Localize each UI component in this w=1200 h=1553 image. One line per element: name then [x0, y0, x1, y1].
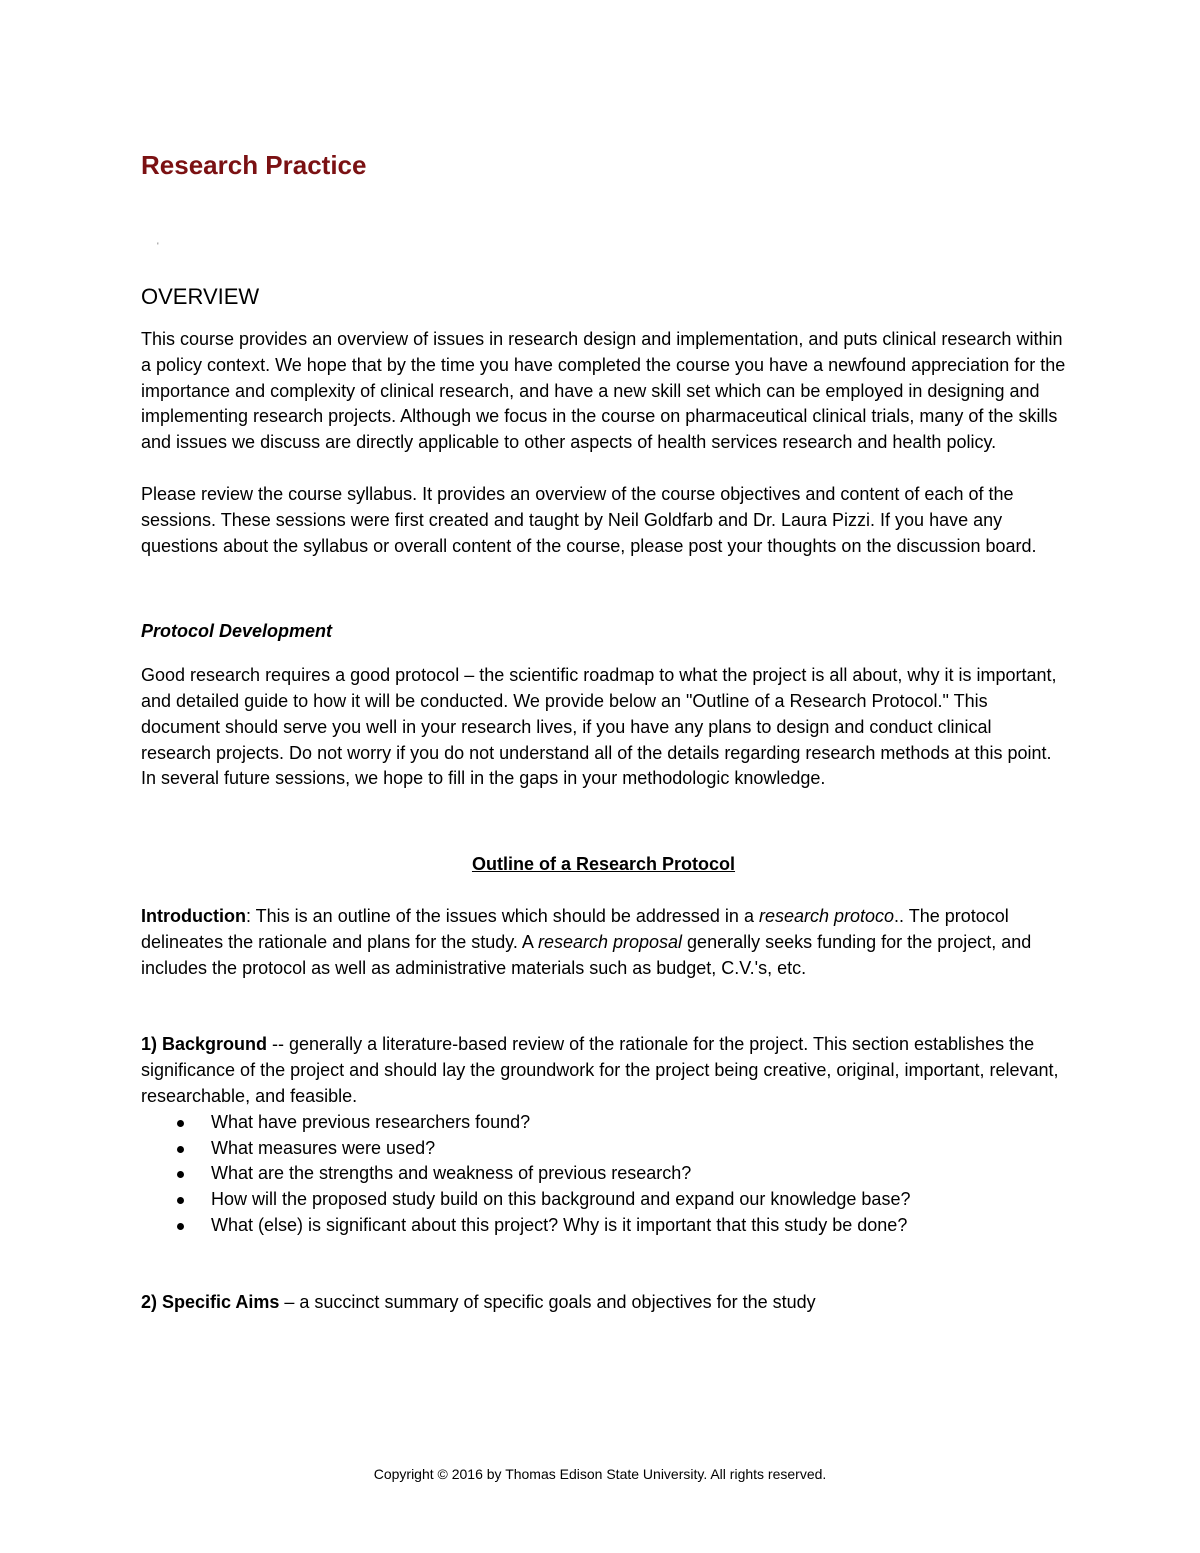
list-item [177, 1213, 1066, 1239]
spacer [141, 559, 1066, 619]
list-item-text: What have previous researchers found? [211, 1111, 531, 1132]
introduction-paragraph [141, 904, 1066, 981]
list-item [177, 1161, 1066, 1187]
list-item [177, 1187, 1066, 1213]
introduction-text-3: generally seeks funding for the project, and includes the protocol as well as administrative materials such as budget, C.V.'s, etc. [141, 931, 1032, 978]
background-paragraph [141, 1032, 1066, 1109]
introduction-text-2: .. The protocol delineates the rationale and plans for the study. A [141, 905, 1009, 952]
outline-heading: Outline of a Research Protocol [471, 854, 736, 875]
protocol-development-paragraph: Good research requires a good protocol – the scientific roadmap to what the project is all about, why it is important, and detailed guide to how it will be conducted. We provide below an "Outline of a Research Protocol." This document should serve you well in your research lives, if you have any plans to design and conduct clinical research projects. Do not worry if you do not understand all of the details regarding research methods at this point. In several future sessions, we hope to fill in the gaps in your methodologic knowledge. [141, 665, 1057, 789]
specific-aims-text: – a succinct summary of specific goals and objectives for the study [279, 1291, 816, 1312]
list-item-text: What measures were used? [211, 1137, 436, 1158]
bullet-icon [177, 1171, 184, 1178]
spacer [141, 792, 1066, 852]
introduction-text-1: : This is an outline of the issues which should be addressed in a [245, 905, 759, 926]
overview-heading: OVERVIEW [141, 284, 260, 309]
copyright-footer: Copyright © 2016 by Thomas Edison State University. All rights reserved. [373, 1466, 827, 1482]
overview-paragraph-2: Please review the course syllabus. It provides an overview of the course objectives and content of each of the sessions. These sessions were first created and taught by Neil Goldfarb and Dr. Laura Pizzi. If you have any questions about the syllabus or overall content of the course, please post your thoughts on the discussion board. [141, 483, 1037, 556]
bullet-icon [177, 1223, 184, 1230]
introduction-emphasis-2: research proposal [537, 931, 683, 952]
bullet-icon [177, 1197, 184, 1204]
background-label: 1) Background [141, 1034, 268, 1055]
specific-aims-label: 2) Specific Aims [141, 1291, 280, 1312]
spacer [141, 878, 1066, 904]
overview-paragraph-1: This course provides an overview of issues in research design and implementation, and puts clinical research within a policy context. We hope that by the time you have completed the course you have a newfound appreciation for the importance and complexity of clinical research, and have a new skill set which can be employed in designing and implementing research projects. Although we focus in the course on pharmaceutical clinical trials, many of the skills and issues we discuss are directly applicable to other aspects of health services research and health policy. [141, 329, 1066, 453]
introduction-label: Introduction [141, 905, 246, 926]
background-text: -- generally a literature-based review of the rationale for the project. This section establishes the significance of the project and should lay the groundwork for the project being creative, original, important, relevant, researchable, and feasible. [141, 1034, 1059, 1106]
bullet-icon [177, 1120, 184, 1127]
background-question-list [141, 1110, 1066, 1239]
protocol-development-heading: Protocol Development [141, 621, 333, 642]
specific-aims-paragraph [141, 1290, 1066, 1316]
list-item-text: What (else) is significant about this project? Why is it important that this study be done? [211, 1214, 908, 1235]
list-item-text: How will the proposed study build on this background and expand our knowledge base? [211, 1189, 911, 1210]
page-title: Research Practice [141, 150, 367, 180]
list-item [177, 1110, 1066, 1136]
list-item [177, 1136, 1066, 1162]
document-body [141, 282, 1066, 1316]
bullet-icon [177, 1146, 184, 1153]
spacer [141, 981, 1066, 1032]
introduction-emphasis-1: research protoco [758, 905, 895, 926]
stray-mark: ' [157, 241, 159, 251]
spacer [141, 456, 1066, 482]
list-item-text: What are the strengths and weakness of previous research? [211, 1163, 692, 1184]
spacer [141, 1239, 1066, 1290]
